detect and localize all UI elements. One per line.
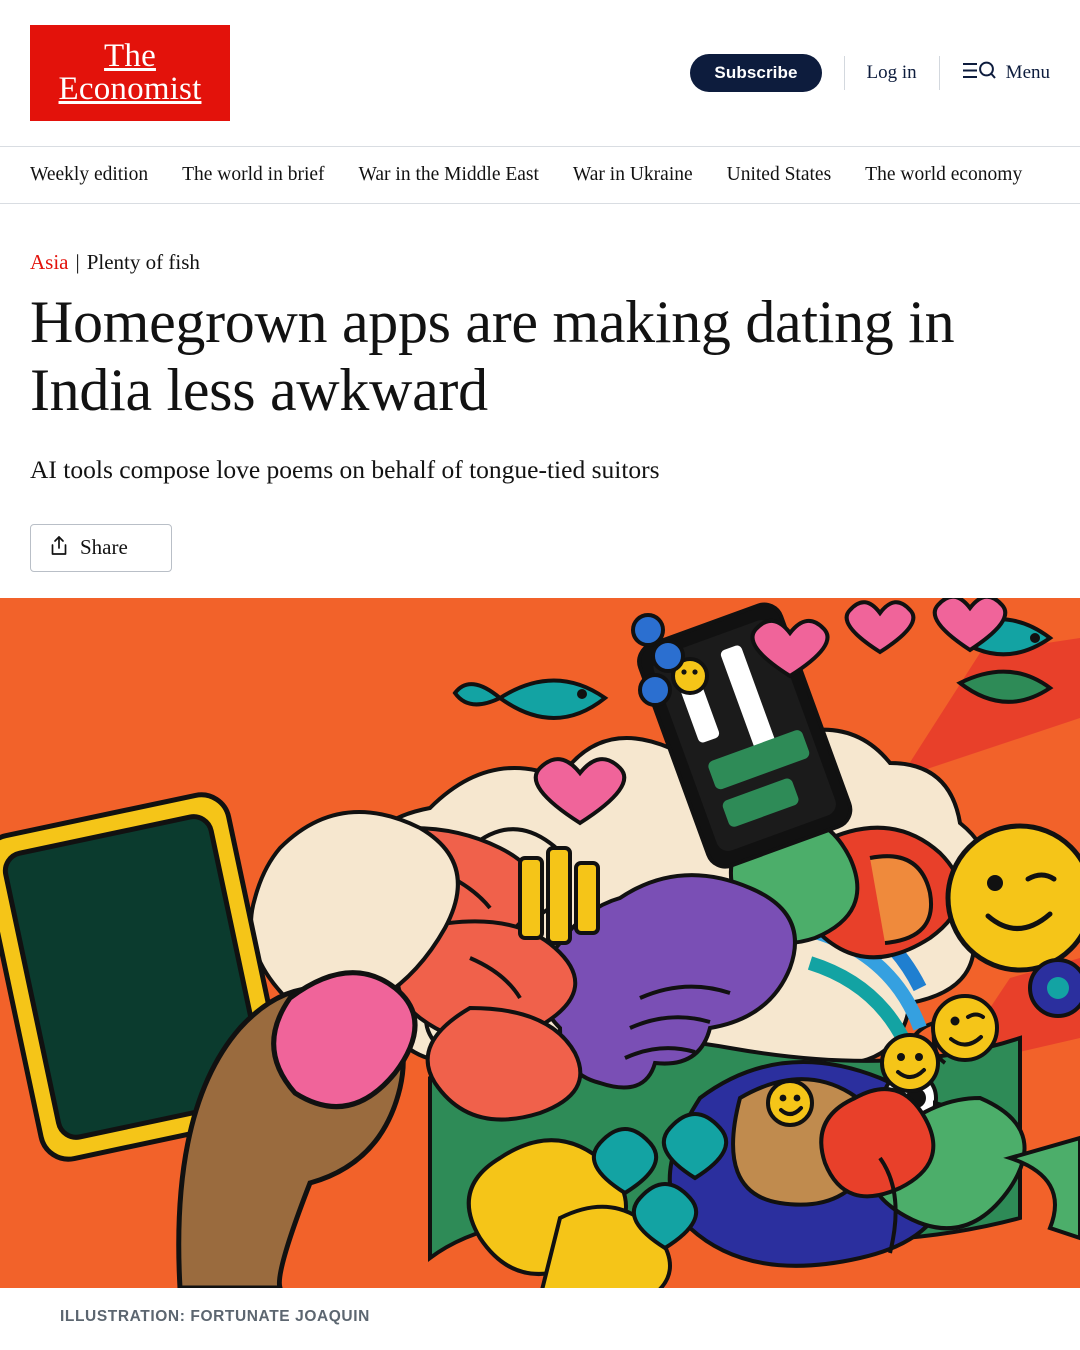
share-button[interactable] <box>30 524 172 572</box>
illustration-artwork <box>0 598 1080 1288</box>
nav-item-united-states[interactable]: United States <box>726 164 832 185</box>
primary-nav <box>0 146 1080 204</box>
header-actions <box>690 54 1050 92</box>
article-standfirst: AI tools compose love poems on behalf of tongue-tied suitors <box>30 454 660 484</box>
illustration-credit: ILLUSTRATION: FORTUNATE JOAQUIN <box>60 1307 370 1325</box>
menu-button[interactable] <box>962 59 1050 88</box>
menu-label: Menu <box>1005 62 1050 83</box>
breadcrumb <box>30 250 1050 275</box>
login-link[interactable]: Log in <box>866 62 917 83</box>
economist-logo[interactable] <box>30 25 230 121</box>
logo-line-2: Economist <box>58 71 202 107</box>
header-divider-2 <box>939 56 940 90</box>
breadcrumb-section-link[interactable]: Asia <box>30 250 69 274</box>
nav-item-war-in-the-middle-east[interactable]: War in the Middle East <box>358 164 539 185</box>
breadcrumb-rubric: Plenty of fish <box>86 250 200 274</box>
share-button-label: Share <box>80 535 128 560</box>
subscribe-button[interactable]: Subscribe <box>690 54 821 92</box>
article-body <box>0 250 1080 1326</box>
article-illustration <box>0 598 1080 1288</box>
site-header <box>0 0 1080 146</box>
nav-item-war-in-ukraine[interactable]: War in Ukraine <box>572 164 693 185</box>
header-divider-1 <box>844 56 845 90</box>
nav-item-the-world-economy[interactable]: The world economy <box>865 164 1023 185</box>
hamburger-search-icon <box>962 59 996 88</box>
logo-line-1: The <box>104 38 156 74</box>
nav-item-the-world-in-brief[interactable]: The world in brief <box>182 164 325 185</box>
share-upload-icon <box>49 535 69 560</box>
page-title: Homegrown apps are making dating in India less awkward <box>30 289 955 423</box>
breadcrumb-separator: | <box>75 250 80 274</box>
nav-item-weekly-edition[interactable]: Weekly edition <box>30 164 149 185</box>
